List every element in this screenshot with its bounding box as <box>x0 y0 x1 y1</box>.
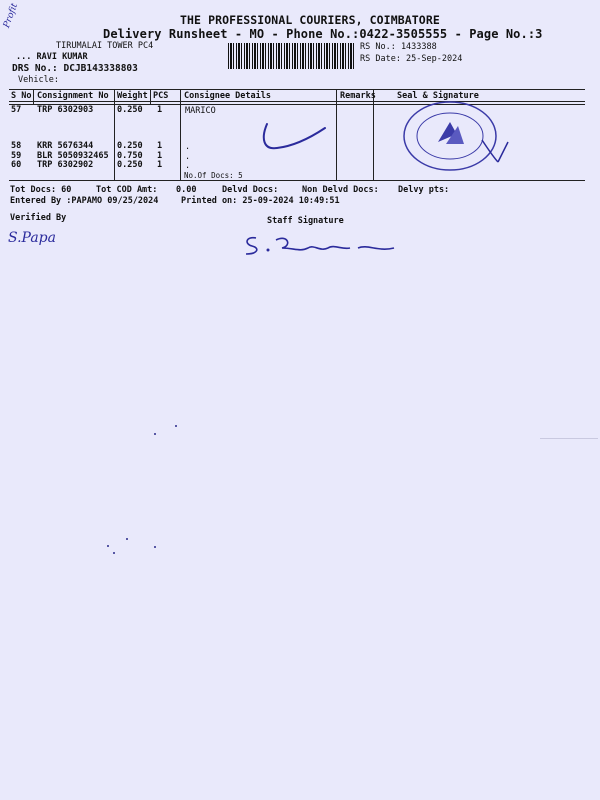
staff-name-line <box>16 52 88 62</box>
drs-label: DRS No.: <box>12 63 58 74</box>
row-weight: 0.250 <box>117 160 143 170</box>
row-sno: 59 <box>11 151 22 161</box>
th-weight: Weight <box>117 91 148 101</box>
scan-speck <box>154 433 156 435</box>
row-weight: 0.250 <box>117 141 143 151</box>
staff-handwritten-signature <box>238 230 408 258</box>
scan-artifact-line <box>540 438 598 439</box>
table-bottom-rule <box>9 180 585 181</box>
delivered-docs: Delvd Docs: <box>222 185 279 195</box>
row-pcs: 1 <box>157 105 163 115</box>
col-divider <box>150 89 151 104</box>
row-consignee: . <box>185 152 191 162</box>
row-consignee: . <box>185 142 191 152</box>
company-title: THE PROFESSIONAL COURIERS, COIMBATORE <box>180 13 440 27</box>
staff-prefix: ... <box>16 52 32 62</box>
rs-number: RS No.: 1433388 <box>360 42 437 52</box>
row-consignee: MARICO <box>185 106 216 116</box>
company-seal-stamp <box>398 100 518 180</box>
row-consignment: TRP 6302903 <box>37 105 94 115</box>
no-of-docs: No.Of Docs: 5 <box>184 171 243 180</box>
col-divider <box>114 89 115 180</box>
vehicle-label: Vehicle: <box>18 75 59 85</box>
th-remarks: Remarks <box>340 91 376 101</box>
th-consignment: Consignment No <box>37 91 109 101</box>
scan-speck <box>113 552 115 554</box>
margin-note: Profit <box>2 2 21 30</box>
drs-line <box>12 63 138 74</box>
total-cod-label: Tot COD Amt: <box>96 185 158 195</box>
scan-speck <box>107 545 109 547</box>
row-weight: 0.750 <box>117 151 143 161</box>
barcode <box>228 43 355 69</box>
printed-on: Printed on: 25-09-2024 10:49:51 <box>181 196 340 206</box>
delivery-points: Delvy pts: <box>398 185 450 195</box>
col-divider <box>180 89 181 180</box>
handwritten-tick <box>255 120 330 155</box>
col-divider <box>336 89 337 180</box>
staff-signature-label: Staff Signature <box>267 216 344 226</box>
th-pcs: PCS <box>153 91 169 101</box>
entered-by: Entered By :PAPAMO 09/25/2024 <box>10 196 159 206</box>
verified-handwritten-sign: S.Papa <box>8 230 56 246</box>
th-consignee: Consignee Details <box>184 91 271 101</box>
scan-speck <box>175 425 177 427</box>
scan-speck <box>154 546 156 548</box>
row-pcs: 1 <box>157 141 163 151</box>
row-sno: 58 <box>11 141 22 151</box>
row-consignment: KRR 5676344 <box>37 141 94 151</box>
row-weight: 0.250 <box>117 105 143 115</box>
non-delivered-docs: Non Delvd Docs: <box>302 185 379 195</box>
row-sno: 60 <box>11 160 22 170</box>
table-top-rule <box>9 89 585 90</box>
scan-speck <box>126 538 128 540</box>
total-docs: Tot Docs: 60 <box>10 185 72 195</box>
verified-by-label: Verified By <box>10 213 67 223</box>
th-seal-signature: Seal & Signature <box>397 91 479 101</box>
staff-name: RAVI KUMAR <box>36 52 88 62</box>
row-consignment: TRP 6302902 <box>37 160 94 170</box>
row-consignee: . <box>185 161 191 171</box>
runsheet-subtitle: Delivery Runsheet - MO - Phone No.:0422-3505555 - Page No.:3 <box>103 27 543 41</box>
row-pcs: 1 <box>157 160 163 170</box>
total-cod-amount: 0.00 <box>176 185 197 195</box>
row-consignment: BLR 5050932465 <box>37 151 109 161</box>
col-divider <box>33 89 34 104</box>
row-sno: 57 <box>11 105 22 115</box>
th-sno: S No <box>11 91 32 101</box>
row-pcs: 1 <box>157 151 163 161</box>
col-divider <box>373 89 374 180</box>
drs-number: DCJB143338803 <box>63 63 138 74</box>
rs-date: RS Date: 25-Sep-2024 <box>360 54 463 64</box>
address-line: TIRUMALAI TOWER PC4 <box>56 41 154 51</box>
